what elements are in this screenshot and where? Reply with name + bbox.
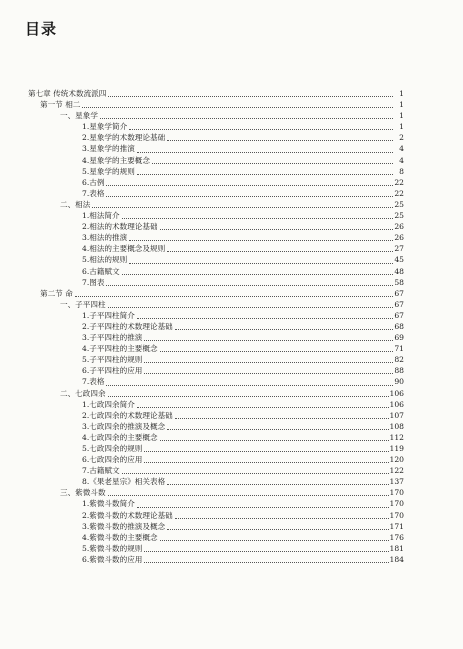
toc-entry-page: 4 bbox=[399, 155, 404, 165]
toc-entry-title: 1.紫微斗数简介 bbox=[82, 499, 135, 509]
toc-entry bbox=[28, 99, 404, 110]
toc-entry-page: 171 bbox=[389, 521, 404, 531]
toc-entry bbox=[28, 465, 404, 476]
dot-leader bbox=[106, 384, 393, 386]
toc-entry bbox=[28, 88, 404, 99]
dot-leader bbox=[144, 450, 388, 452]
dot-leader bbox=[137, 506, 389, 508]
toc-entry-title: 7.图表 bbox=[82, 277, 105, 287]
toc-entry-page: 88 bbox=[394, 366, 404, 376]
toc-entry bbox=[28, 388, 404, 399]
toc-entry-page: 108 bbox=[389, 421, 404, 431]
toc-entry-title: 3.子平四柱的推演 bbox=[82, 333, 143, 343]
table-of-contents bbox=[28, 88, 404, 565]
dot-leader bbox=[106, 184, 393, 186]
toc-entry-page: 82 bbox=[394, 355, 404, 365]
dot-leader bbox=[167, 139, 393, 141]
dot-leader bbox=[137, 151, 393, 153]
toc-entry-title: 2.相法的术数理论基础 bbox=[82, 222, 158, 232]
toc-entry-page: 106 bbox=[389, 388, 404, 398]
toc-entry bbox=[28, 476, 404, 487]
toc-entry-page: 184 bbox=[389, 554, 404, 564]
dot-leader bbox=[137, 317, 393, 319]
dot-leader bbox=[175, 417, 389, 419]
toc-entry-page: 45 bbox=[394, 255, 404, 265]
toc-entry bbox=[28, 299, 404, 310]
toc-entry bbox=[28, 399, 404, 410]
toc-entry bbox=[28, 121, 404, 132]
toc-entry-title: 5.星象学的规则 bbox=[82, 166, 135, 176]
toc-entry-title: 3.相法的推演 bbox=[82, 233, 128, 243]
toc-entry-page: 170 bbox=[389, 488, 404, 498]
toc-entry-title: 6.七政四余的应用 bbox=[82, 455, 143, 465]
toc-entry bbox=[28, 177, 404, 188]
toc-entry-page: 4 bbox=[399, 144, 404, 154]
toc-entry bbox=[28, 421, 404, 432]
toc-entry-title: 1.子平四柱简介 bbox=[82, 310, 135, 320]
toc-entry bbox=[28, 310, 404, 321]
toc-entry-title: 5.紫微斗数的规则 bbox=[82, 543, 143, 553]
toc-entry-page: 107 bbox=[389, 410, 404, 420]
toc-entry-page: 137 bbox=[389, 477, 404, 487]
toc-entry bbox=[28, 155, 404, 166]
toc-entry-title: 5.七政四余的规则 bbox=[82, 444, 143, 453]
dot-leader bbox=[106, 284, 393, 286]
dot-leader bbox=[175, 517, 389, 519]
dot-leader bbox=[108, 395, 389, 397]
toc-entry-title: 2.紫微斗数的术数理论基础 bbox=[82, 510, 173, 520]
toc-entry-title: 4.七政四余的主要概念 bbox=[82, 432, 158, 442]
dot-leader bbox=[82, 106, 393, 108]
toc-entry-title: 4.星象学的主要概念 bbox=[82, 155, 150, 165]
toc-entry-page: 170 bbox=[389, 510, 404, 520]
toc-entry-page: 1 bbox=[399, 111, 404, 121]
toc-entry bbox=[28, 221, 404, 232]
dot-leader bbox=[144, 461, 388, 463]
toc-entry-title: 第二节 命 bbox=[40, 288, 73, 298]
toc-entry-page: 22 bbox=[394, 177, 404, 187]
toc-entry-page: 67 bbox=[394, 299, 404, 309]
toc-entry-title: 1.星象学简介 bbox=[82, 122, 128, 132]
toc-entry-title: 2.星象学的术数理论基础 bbox=[82, 133, 166, 143]
toc-entry-title: 8.《果老星宗》相关表格 bbox=[82, 477, 166, 487]
toc-entry-title: 二、七政四余 bbox=[60, 388, 106, 398]
toc-entry-page: 2 bbox=[399, 133, 404, 143]
toc-entry-title: 1.七政四余简介 bbox=[82, 399, 135, 409]
toc-entry bbox=[28, 232, 404, 243]
toc-entry bbox=[28, 288, 404, 299]
toc-entry bbox=[28, 188, 404, 199]
toc-entry-page: 67 bbox=[394, 310, 404, 320]
toc-entry bbox=[28, 332, 404, 343]
toc-entry-page: 1 bbox=[399, 100, 404, 110]
toc-entry-page: 119 bbox=[389, 444, 404, 453]
dot-leader bbox=[108, 306, 393, 308]
toc-entry bbox=[28, 243, 404, 254]
dot-leader bbox=[167, 528, 388, 530]
dot-leader bbox=[122, 472, 389, 474]
toc-entry-title: 3.紫微斗数的推演及概念 bbox=[82, 521, 166, 531]
toc-entry-title: 2.子平四柱的术数理论基础 bbox=[82, 321, 173, 331]
dot-leader bbox=[129, 128, 393, 130]
dot-leader bbox=[167, 428, 388, 430]
toc-entry bbox=[28, 454, 404, 465]
dot-leader bbox=[160, 439, 389, 441]
toc-entry-title: 5.相法的规则 bbox=[82, 255, 128, 265]
toc-entry bbox=[28, 543, 404, 554]
toc-entry-page: 25 bbox=[394, 211, 404, 221]
toc-entry-page: 122 bbox=[389, 466, 404, 476]
toc-entry-title: 1.相法简介 bbox=[82, 211, 120, 221]
toc-entry bbox=[28, 266, 404, 277]
dot-leader bbox=[144, 361, 393, 363]
toc-entry-title: 三、紫微斗数 bbox=[60, 488, 106, 498]
dot-leader bbox=[108, 95, 393, 97]
toc-entry bbox=[28, 354, 404, 365]
toc-entry-title: 7.古籍赋文 bbox=[82, 466, 120, 476]
toc-entry-page: 1 bbox=[399, 89, 404, 98]
dot-leader bbox=[106, 195, 393, 197]
dot-leader bbox=[160, 539, 389, 541]
toc-entry-title: 7.表格 bbox=[82, 377, 105, 387]
toc-entry-page: 48 bbox=[394, 266, 404, 276]
dot-leader bbox=[144, 372, 393, 374]
toc-entry bbox=[28, 110, 404, 121]
toc-entry-page: 68 bbox=[394, 321, 404, 331]
dot-leader bbox=[144, 561, 388, 563]
dot-leader bbox=[137, 406, 389, 408]
toc-entry-page: 58 bbox=[394, 277, 404, 287]
toc-entry bbox=[28, 443, 404, 454]
toc-entry-title: 一、星象学 bbox=[60, 111, 98, 121]
page-title: 目录 bbox=[25, 20, 58, 38]
dot-leader bbox=[129, 262, 393, 264]
toc-entry bbox=[28, 166, 404, 177]
dot-leader bbox=[92, 206, 393, 208]
dot-leader bbox=[122, 273, 393, 275]
toc-entry-page: 25 bbox=[394, 199, 404, 209]
toc-entry-page: 67 bbox=[394, 288, 404, 298]
toc-entry-page: 90 bbox=[394, 377, 404, 387]
dot-leader bbox=[129, 239, 393, 241]
toc-entry-title: 二、相法 bbox=[60, 199, 91, 209]
dot-leader bbox=[167, 483, 388, 485]
toc-entry-page: 1 bbox=[399, 122, 404, 132]
toc-entry bbox=[28, 343, 404, 354]
dot-leader bbox=[167, 250, 393, 252]
toc-entry-page: 181 bbox=[389, 543, 404, 553]
toc-entry bbox=[28, 498, 404, 509]
toc-entry-title: 5.子平四柱的规则 bbox=[82, 355, 143, 365]
toc-entry-page: 120 bbox=[389, 455, 404, 465]
toc-entry bbox=[28, 143, 404, 154]
toc-entry-title: 3.星象学的推演 bbox=[82, 144, 135, 154]
toc-entry bbox=[28, 277, 404, 288]
dot-leader bbox=[100, 117, 393, 119]
toc-entry-title: 6.子平四柱的应用 bbox=[82, 366, 143, 376]
toc-entry-page: 26 bbox=[394, 233, 404, 243]
toc-entry-title: 4.紫微斗数的主要概念 bbox=[82, 532, 158, 542]
toc-entry-title: 2.七政四余的术数理论基础 bbox=[82, 410, 173, 420]
toc-entry bbox=[28, 199, 404, 210]
toc-entry bbox=[28, 554, 404, 565]
dot-leader bbox=[108, 494, 389, 496]
toc-entry-page: 170 bbox=[389, 499, 404, 509]
toc-entry-title: 7.表格 bbox=[82, 188, 105, 198]
toc-entry bbox=[28, 510, 404, 521]
toc-entry-page: 22 bbox=[394, 188, 404, 198]
dot-leader bbox=[160, 228, 393, 230]
toc-entry bbox=[28, 432, 404, 443]
toc-entry-title: 6.紫微斗数的应用 bbox=[82, 554, 143, 564]
toc-entry-title: 6.古籍赋文 bbox=[82, 266, 120, 276]
toc-entry-title: 3.七政四余的推演及概念 bbox=[82, 421, 166, 431]
toc-entry bbox=[28, 521, 404, 532]
dot-leader bbox=[160, 350, 393, 352]
dot-leader bbox=[144, 550, 388, 552]
toc-entry-title: 第七章 传统术数流派四 bbox=[28, 89, 107, 98]
dot-leader bbox=[137, 173, 393, 175]
toc-entry bbox=[28, 376, 404, 387]
toc-entry bbox=[28, 532, 404, 543]
dot-leader bbox=[75, 295, 393, 297]
toc-entry-title: 4.相法的主要概念及规则 bbox=[82, 244, 166, 254]
toc-entry-page: 26 bbox=[394, 222, 404, 232]
toc-entry-title: 一、子平四柱 bbox=[60, 299, 106, 309]
toc-entry-page: 69 bbox=[394, 333, 404, 343]
toc-entry bbox=[28, 132, 404, 143]
toc-entry bbox=[28, 487, 404, 498]
dot-leader bbox=[122, 217, 393, 219]
toc-entry bbox=[28, 321, 404, 332]
toc-entry-page: 176 bbox=[389, 532, 404, 542]
toc-entry-title: 4.子平四柱的主要概念 bbox=[82, 344, 158, 354]
toc-entry bbox=[28, 365, 404, 376]
dot-leader bbox=[144, 339, 393, 341]
toc-entry bbox=[28, 254, 404, 265]
toc-entry-page: 8 bbox=[399, 166, 404, 176]
dot-leader bbox=[152, 162, 393, 164]
toc-entry-title: 第一节 相二 bbox=[40, 100, 81, 110]
toc-entry bbox=[28, 210, 404, 221]
toc-entry-page: 71 bbox=[394, 344, 404, 354]
toc-entry-page: 106 bbox=[389, 399, 404, 409]
dot-leader bbox=[175, 328, 393, 330]
toc-entry-page: 27 bbox=[394, 244, 404, 254]
toc-entry bbox=[28, 410, 404, 421]
toc-entry-title: 6.古例 bbox=[82, 177, 105, 187]
toc-entry-page: 112 bbox=[389, 432, 404, 442]
